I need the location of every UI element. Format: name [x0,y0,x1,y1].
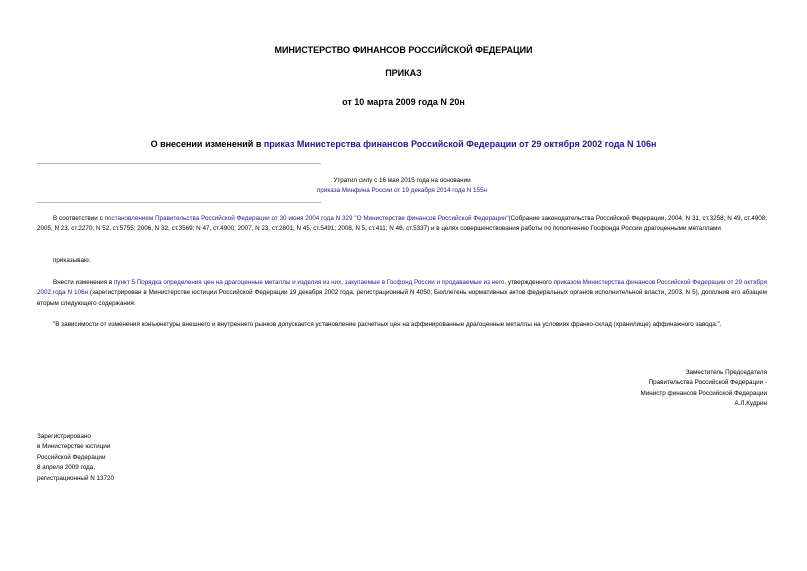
link-order-106n[interactable]: приказом Министерства финансов Российской Федерации от 29 октября 2002 года N 106н [37,279,767,297]
amendment-rest: (зарегистрирован в Министерстве юстиции Российской Федерации 19 декабря 2002 года, регистрационный N 4050; Бюллетень нормативных актов федеральных органов исполнительной власти, 2003, N 5), дополнив его абзацем вторым следующего содержания: [37,289,767,307]
link-clause-5-procedure[interactable]: пункт 5 Порядка определения цен на драгоценные металлы и изделия из них, закупаемые в Госфонд России и продаваемые из него [113,279,505,286]
validity-link-order-155n[interactable]: приказа Минфина России от 19 декабря 2014 года N 155н [316,187,488,194]
amendment-prefix: Внести изменения в [53,279,114,286]
signature-block [641,368,768,410]
validity-divider [37,202,321,203]
amendment-mid: , утвержденного [504,279,554,286]
quoted-paragraph: "В зависимости от изменения конъюнктуры внешнего и внутреннего рынков допускается установление расчетных цен на аффинированные драгоценные металлы на условиях франко-склад (хранилище) аффинажного завода.". [53,321,722,328]
ministry-heading: МИНИСТЕРСТВО ФИНАНСОВ РОССИЙСКОЙ ФЕДЕРАЦИИ [274,45,533,55]
link-resolution-329[interactable]: постановлением Правительства Российской Федерации от 30 июня 2004 года N 329 "О Министерстве финансов Российской Федерации" [104,215,509,222]
title-link-order-106n[interactable]: приказ Министерства финансов Российской Федерации от 29 октября 2002 года N 106н [263,139,657,149]
order-word: приказываю: [53,257,91,264]
document-title [0,139,807,149]
registration-block [37,432,114,484]
validity-note-line2 [37,186,767,196]
top-divider [37,163,321,164]
registration-line1: Зарегистрировано [37,433,91,440]
signature-line3: Министр финансов Российской Федерации [640,389,767,397]
registration-line3: Российской Федерации [37,453,106,461]
validity-note-line1: Утратил силу с 16 мая 2015 года на основании [333,177,471,184]
signature-line2: Правительства Российской Федерации - [648,379,767,387]
signature-line1: Заместитель Председателя [685,369,767,376]
doc-type-heading: ПРИКАЗ [385,68,422,78]
date-number-heading: от 10 марта 2009 года N 20н [342,97,465,107]
title-prefix: О внесении изменений в [150,139,264,149]
registration-number: регистрационный N 13720 [37,474,115,482]
amendment-paragraph [37,278,767,309]
signature-name: А.Л.Кудрин [734,400,767,408]
preamble-rest: (Собрание законодательства Российской Федерации, 2004, N 31, ст.3258; N 49, ст.4908; 2005, N 23, ст.2270; N 52, ст.5755; 2006, N 32, ст.3569; N 47, ст.4900; 2007, N 23, ст.2801; N 45, ст.5491; 2008, N 5, ст.411; N 46, ст.5337) и в целях совершенствования работы по пополнению Госфонда России драгоценными металлами [37,215,768,233]
preamble-paragraph [37,214,767,235]
preamble-prefix: В соответствии с [53,215,105,222]
registration-date: 8 апреля 2009 года, [37,464,95,472]
registration-line2: в Министерстве юстиции [37,443,111,451]
